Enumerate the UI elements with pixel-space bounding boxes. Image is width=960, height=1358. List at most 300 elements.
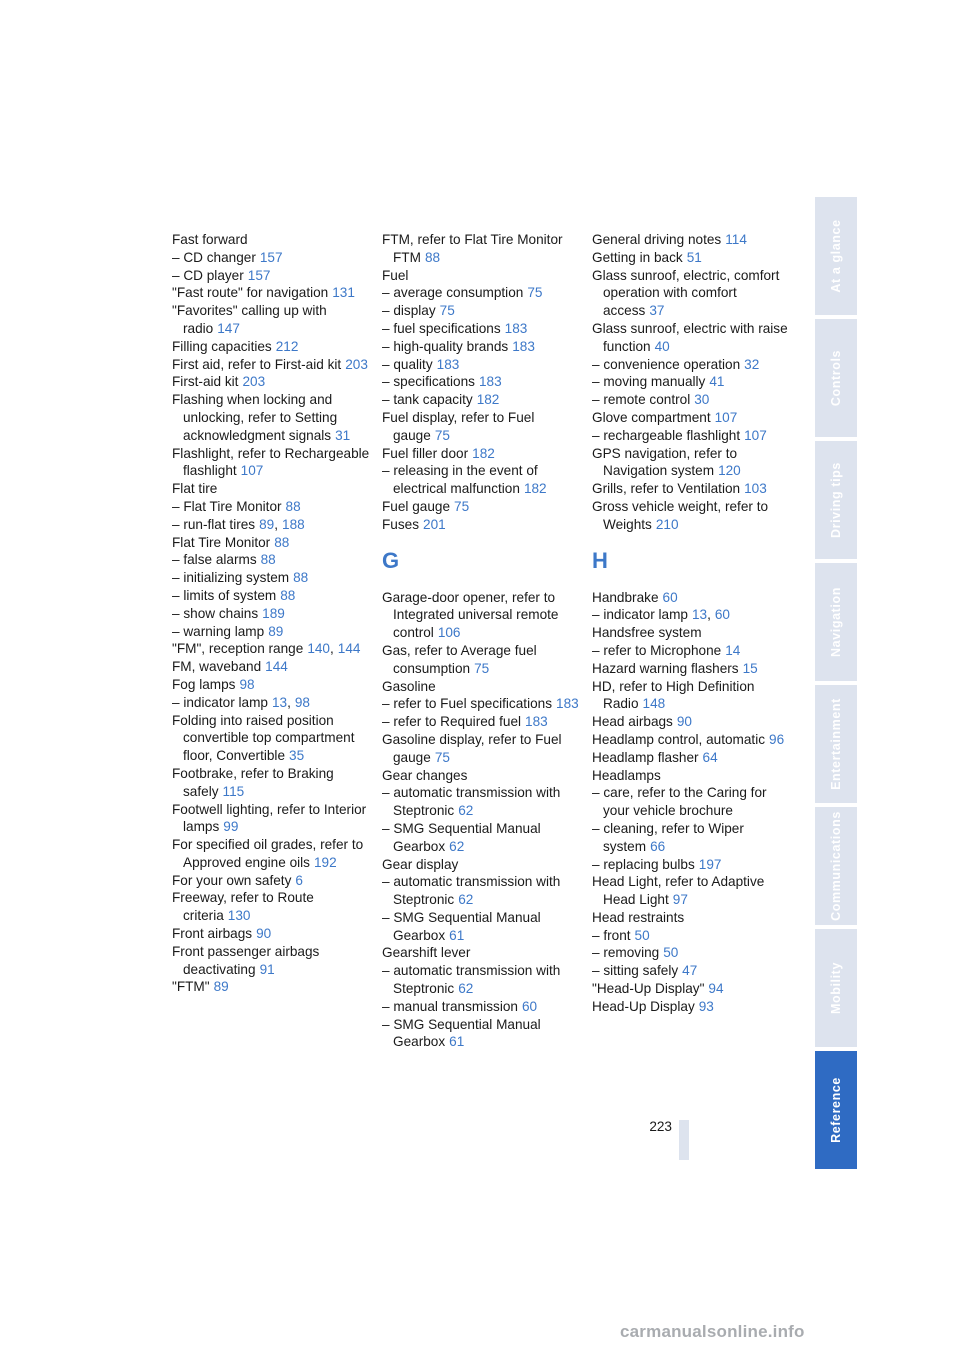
index-entry-text: Fuel filler door: [382, 445, 469, 461]
page-reference-link[interactable]: 35: [289, 748, 305, 764]
page-reference-link[interactable]: 88: [280, 587, 296, 603]
page-reference-link[interactable]: 107: [714, 409, 738, 425]
index-entry: [382, 302, 582, 320]
page-reference-link[interactable]: 61: [449, 927, 465, 943]
index-entry: [382, 356, 582, 374]
index-entry: [382, 373, 582, 391]
index-entry-text: "FTM": [172, 979, 210, 995]
side-tab-reference[interactable]: [815, 1051, 857, 1169]
index-entry-text: "FM", reception range: [172, 641, 304, 657]
index-entry-text: – cleaning, refer to Wiper system: [592, 820, 744, 854]
index-column-2: [382, 231, 582, 1051]
side-tab-label: Communications: [829, 811, 843, 921]
index-entry-text: Flashlight, refer to Rechargeable flashlight: [172, 445, 370, 479]
index-entry: [172, 676, 372, 694]
index-entry-text: FTM, refer to Flat Tire Monitor FTM: [382, 232, 563, 265]
index-letter-heading: H: [592, 547, 608, 573]
page-reference-link[interactable]: 98: [239, 676, 255, 692]
index-entry-text: Fuel: [382, 267, 409, 283]
page-reference-link[interactable]: 62: [449, 838, 465, 854]
index-entry: [172, 765, 372, 801]
index-entry: [592, 320, 792, 356]
index-entry: [172, 338, 372, 356]
index-entry-text: Head-Up Display: [592, 998, 695, 1014]
page-reference-link[interactable]: 130: [227, 908, 251, 924]
index-entry-text: Fog lamps: [172, 676, 236, 692]
index-letter-heading: G: [382, 547, 400, 573]
index-entry: [592, 660, 792, 678]
index-entry-text: Hazard warning flashers: [592, 660, 739, 676]
index-entry-text: – releasing in the event of electrical malfunction: [382, 463, 538, 497]
index-entry: [172, 694, 372, 712]
page-reference-link[interactable]: 188: [282, 516, 305, 532]
index-entry: [592, 231, 792, 249]
index-entry-text: HD, refer to High Definition Radio: [592, 678, 755, 712]
index-entry: [382, 589, 582, 642]
side-tab-label: Navigation: [829, 587, 843, 657]
index-entry-text: Headlamps: [592, 767, 661, 783]
page-ref-separator: ,: [287, 694, 291, 710]
index-entry-text: Front passenger airbags deactivating: [172, 943, 320, 977]
side-tab-label: Mobility: [829, 961, 843, 1015]
page-number-bar: [679, 1120, 689, 1160]
index-entry-text: First aid, refer to First-aid kit: [172, 356, 342, 372]
page-reference-link[interactable]: 89: [259, 516, 275, 532]
index-entry-text: First-aid kit: [172, 374, 239, 390]
page-reference-link[interactable]: 93: [698, 998, 714, 1014]
index-entry: [382, 409, 582, 445]
page-reference-link[interactable]: 62: [458, 892, 474, 908]
page-reference-link[interactable]: 13: [271, 694, 288, 710]
index-entry: [592, 767, 792, 785]
page-reference-link[interactable]: 40: [654, 338, 670, 354]
page-reference-link[interactable]: 37: [649, 303, 665, 319]
index-entry: [592, 856, 792, 874]
page-reference-link[interactable]: 115: [222, 783, 245, 799]
index-entry: [172, 623, 372, 641]
side-tab-label: Driving tips: [829, 462, 843, 538]
index-entry: [172, 391, 372, 444]
page-number: 223: [649, 1119, 672, 1134]
index-entry: [592, 909, 792, 927]
index-entry: [382, 267, 582, 285]
index-entry-text: Gasoline: [382, 678, 436, 694]
page-reference-link[interactable]: 89: [213, 979, 229, 995]
index-entry-text: Fast forward: [172, 232, 248, 247]
index-entry-text: – initializing system: [172, 570, 290, 586]
index-entry: [382, 767, 582, 785]
index-entry-text: – Flat Tire Monitor: [172, 498, 282, 514]
index-entry: [172, 373, 372, 391]
index-entry: [592, 427, 792, 445]
index-entry: [172, 267, 372, 285]
page-reference-link[interactable]: 131: [332, 285, 355, 301]
index-entry: [382, 713, 582, 731]
page-reference-link[interactable]: 107: [744, 427, 767, 443]
page-reference-link[interactable]: 75: [434, 749, 450, 765]
side-tab-mobility[interactable]: [815, 929, 857, 1047]
page-reference-link[interactable]: 60: [522, 998, 538, 1014]
index-entry-text: – limits of system: [172, 587, 277, 603]
page-reference-link[interactable]: 144: [265, 659, 288, 675]
index-entry-text: "Head-Up Display": [592, 981, 705, 997]
index-entry-text: – manual transmission: [382, 998, 518, 1014]
page-reference-link[interactable]: 13: [691, 607, 708, 623]
index-entry: [382, 498, 582, 516]
page-reference-link[interactable]: 94: [708, 981, 724, 997]
index-entry-text: Grills, refer to Ventilation: [592, 481, 741, 497]
side-tab-nav: [815, 197, 857, 1173]
page-reference-link[interactable]: 106: [437, 625, 461, 641]
index-entry-text: – quality: [382, 356, 433, 372]
index-entry-text: Head airbags: [592, 714, 673, 730]
index-entry: [172, 284, 372, 302]
index-entry-text: Handsfree system: [592, 625, 702, 641]
index-entry: [592, 391, 792, 409]
index-entry-text: – fuel specifications: [382, 320, 501, 336]
index-entry-text: "Fast route" for navigation: [172, 285, 329, 301]
page-reference-link[interactable]: 192: [313, 854, 337, 870]
page-reference-link[interactable]: 15: [742, 660, 758, 676]
page-reference-link[interactable]: 203: [345, 356, 368, 372]
page-reference-link[interactable]: 75: [454, 498, 470, 514]
index-entry: [382, 284, 582, 302]
index-entry-text: – replacing bulbs: [592, 856, 695, 872]
page-reference-link[interactable]: 114: [725, 232, 747, 247]
index-entry: [382, 462, 582, 498]
page-reference-link[interactable]: 148: [642, 696, 666, 712]
index-entry-text: Flat tire: [172, 481, 218, 497]
index-entry: [592, 498, 792, 534]
index-entry-text: GPS navigation, refer to Navigation system: [592, 445, 738, 479]
index-entry-text: Gasoline display, refer to Fuel gauge: [382, 731, 562, 765]
index-entry: [382, 731, 582, 767]
page-reference-link[interactable]: 183: [556, 696, 579, 712]
page-reference-link[interactable]: 120: [718, 463, 741, 479]
page-reference-link[interactable]: 103: [744, 481, 767, 497]
index-entry: [172, 551, 372, 569]
index-column-1: [172, 231, 372, 996]
index-entry: [172, 231, 372, 249]
page-reference-link[interactable]: 75: [527, 285, 543, 301]
page-reference-link[interactable]: 98: [294, 694, 310, 710]
page-reference-link[interactable]: 64: [702, 749, 718, 765]
index-entry-text: Glove compartment: [592, 409, 711, 425]
side-tab-communications[interactable]: [815, 807, 857, 925]
page-ref-separator: ,: [330, 641, 334, 657]
index-entry: [592, 962, 792, 980]
index-entry: [172, 445, 372, 481]
index-entry-text: – SMG Sequential Manual Gearbox: [382, 820, 541, 854]
index-entry-text: – convenience operation: [592, 356, 741, 372]
side-tab-controls[interactable]: [815, 319, 857, 437]
index-entry: [172, 587, 372, 605]
index-entry-text: Gear changes: [382, 767, 468, 783]
page-reference-link[interactable]: 88: [274, 534, 290, 550]
page-reference-link[interactable]: 107: [240, 463, 264, 479]
index-entry: [172, 569, 372, 587]
page-reference-link[interactable]: 183: [525, 714, 548, 730]
page-reference-link[interactable]: 147: [217, 320, 240, 336]
index-entry-text: Flat Tire Monitor: [172, 534, 271, 550]
page-reference-link[interactable]: 75: [434, 427, 450, 443]
page-reference-link[interactable]: 32: [744, 356, 760, 372]
index-entry: [592, 409, 792, 427]
index-entry-text: "Favorites" calling up with radio: [172, 303, 327, 336]
index-entry: [382, 516, 582, 534]
index-entry: [172, 889, 372, 925]
page-reference-link[interactable]: 61: [449, 1034, 465, 1050]
index-entry: [382, 784, 582, 820]
page-reference-link[interactable]: 157: [247, 267, 271, 283]
watermark: carmanualsonline.info: [620, 1322, 805, 1341]
page-reference-link[interactable]: 66: [650, 838, 666, 854]
index-entry: [382, 909, 582, 945]
index-entry-text: Fuses: [382, 516, 420, 532]
side-tab-entertainment[interactable]: [815, 685, 857, 803]
page-reference-link[interactable]: 97: [672, 892, 688, 908]
index-entry-text: Gear display: [382, 856, 459, 872]
index-entry-text: – removing: [592, 945, 660, 961]
index-entry-text: – automatic transmission with Steptronic: [382, 874, 561, 908]
index-entry-text: Head Light, refer to Adaptive Head Light: [592, 874, 765, 908]
page-reference-link[interactable]: 183: [436, 356, 460, 372]
index-entry-text: – rechargeable flashlight: [592, 427, 741, 443]
page-reference-link[interactable]: 75: [474, 660, 490, 676]
index-entry-text: For specified oil grades, refer to Approved engine oils: [172, 837, 364, 870]
index-entry-text: Footwell lighting, refer to Interior lamps: [172, 801, 367, 835]
index-entry: [382, 320, 582, 338]
index-entry-text: – sitting safely: [592, 963, 679, 979]
index-entry-text: – SMG Sequential Manual Gearbox: [382, 1016, 541, 1050]
page-reference-link[interactable]: 88: [260, 552, 276, 568]
side-tab-driving-tips[interactable]: [815, 441, 857, 559]
index-entry: [382, 962, 582, 998]
index-entry: [172, 498, 372, 516]
index-entry: [172, 872, 372, 890]
page-reference-link[interactable]: 50: [634, 927, 650, 943]
index-entry: [592, 589, 792, 607]
index-entry: [592, 998, 792, 1016]
index-entry: [172, 516, 372, 534]
side-tab-navigation[interactable]: [815, 563, 857, 681]
page-reference-link[interactable]: 189: [262, 605, 285, 621]
index-entry: [172, 801, 372, 837]
page-reference-link[interactable]: 88: [293, 570, 309, 586]
index-entry: [592, 480, 792, 498]
index-entry: [592, 713, 792, 731]
index-entry: [172, 480, 372, 498]
index-entry: [172, 712, 372, 765]
index-entry: [592, 980, 792, 998]
index-entry: [382, 642, 582, 678]
page-reference-link[interactable]: 51: [686, 249, 702, 265]
page-reference-link[interactable]: 50: [663, 945, 679, 961]
page-reference-link[interactable]: 60: [662, 589, 678, 605]
index-entry: [592, 373, 792, 391]
index-entry-text: – refer to Fuel specifications: [382, 696, 553, 712]
page-reference-link[interactable]: 144: [337, 641, 361, 657]
index-entry: [592, 784, 792, 820]
index-entry: [172, 356, 372, 374]
index-entry-text: Handbrake: [592, 589, 659, 605]
index-entry-text: – specifications: [382, 374, 475, 390]
page-reference-link[interactable]: 14: [725, 642, 741, 658]
index-entry-text: Glass sunroof, electric with raise function: [592, 320, 788, 354]
page-reference-link[interactable]: 203: [242, 374, 266, 390]
index-entry: [172, 943, 372, 979]
index-entry-text: General driving notes: [592, 232, 722, 247]
index-entry-text: Gross vehicle weight, refer to Weights: [592, 498, 769, 532]
index-entry: [382, 1016, 582, 1052]
page-ref-separator: ,: [707, 607, 711, 623]
index-entry-text: – CD changer: [172, 249, 256, 265]
page-reference-link[interactable]: 88: [424, 249, 441, 265]
page-reference-link[interactable]: 60: [714, 607, 730, 623]
page-reference-link[interactable]: 182: [476, 392, 500, 408]
index-entry-text: Folding into raised position convertible top compartment floor, Convertible: [172, 712, 355, 764]
page-ref-separator: ,: [274, 516, 279, 532]
index-entry: [592, 873, 792, 909]
index-entry-text: – refer to Microphone: [592, 642, 722, 658]
index-entry: [592, 249, 792, 267]
index-entry: [382, 231, 582, 267]
page-reference-link[interactable]: 197: [698, 856, 722, 872]
page-reference-link[interactable]: 30: [694, 392, 710, 408]
index-entry-text: Gearshift lever: [382, 945, 471, 961]
index-entry: [382, 391, 582, 409]
page-reference-link[interactable]: 210: [655, 516, 679, 532]
index-entry-text: Gas, refer to Average fuel consumption: [382, 642, 537, 676]
index-entry-text: For your own safety: [172, 872, 292, 888]
page-reference-link[interactable]: 91: [259, 961, 275, 977]
index-entry: [592, 267, 792, 320]
index-entry-text: Flashing when locking and unlocking, refer to Setting acknowledgment signals: [172, 392, 338, 443]
index-entry: [172, 249, 372, 267]
index-entry: [172, 925, 372, 943]
index-entry-text: FM, waveband: [172, 659, 262, 675]
index-entry: [382, 445, 582, 463]
index-entry-text: – refer to Required fuel: [382, 714, 522, 730]
index-entry-text: Front airbags: [172, 926, 253, 942]
index-entry-text: – moving manually: [592, 374, 706, 390]
page-reference-link[interactable]: 183: [504, 320, 528, 336]
index-entry-text: – front: [592, 927, 631, 943]
index-entry-text: – run-flat tires: [172, 516, 256, 532]
index-entry-text: Getting in back: [592, 249, 683, 265]
index-entry-text: – remote control: [592, 392, 691, 408]
page-reference-link[interactable]: 31: [335, 427, 351, 443]
index-entry: [592, 642, 792, 660]
index-entry-text: – tank capacity: [382, 392, 473, 408]
side-tab-label: At a glance: [829, 219, 843, 293]
index-entry: [382, 998, 582, 1016]
index-entry-text: – high-quality brands: [382, 338, 509, 354]
page-reference-link[interactable]: 182: [523, 481, 547, 497]
index-entry: [592, 820, 792, 856]
side-tab-label: Entertainment: [829, 698, 843, 790]
index-entry: [382, 820, 582, 856]
index-entry-text: Fuel gauge: [382, 498, 451, 514]
index-entry: [382, 695, 582, 713]
page-reference-link[interactable]: 96: [769, 731, 785, 747]
page-reference-link[interactable]: 62: [458, 803, 474, 819]
page-reference-link[interactable]: 47: [682, 963, 698, 979]
index-entry: [172, 978, 372, 996]
page-reference-link[interactable]: 99: [223, 819, 239, 835]
index-entry-text: – automatic transmission with Steptronic: [382, 963, 561, 997]
index-entry: [172, 534, 372, 552]
page-reference-link[interactable]: 90: [676, 714, 692, 730]
index-entry-text: – SMG Sequential Manual Gearbox: [382, 909, 541, 943]
index-entry-text: – CD player: [172, 267, 244, 283]
index-entry: [592, 445, 792, 481]
index-entry-text: Head restraints: [592, 909, 685, 925]
page-reference-link[interactable]: 182: [472, 445, 495, 461]
index-entry: [172, 658, 372, 676]
index-entry-text: Glass sunroof, electric, comfort operation with comfort access: [592, 267, 780, 319]
page-reference-link[interactable]: 88: [285, 498, 301, 514]
page-reference-link[interactable]: 62: [458, 981, 474, 997]
index-entry: [592, 731, 792, 749]
index-entry: [592, 944, 792, 962]
index-entry: [592, 678, 792, 714]
index-entry: [382, 944, 582, 962]
page-reference-link[interactable]: 157: [259, 249, 283, 265]
index-entry-text: Filling capacities: [172, 338, 272, 354]
index-entry: [382, 678, 582, 696]
page-reference-link[interactable]: 201: [423, 516, 446, 532]
index-entry: [592, 749, 792, 767]
index-entry: [382, 873, 582, 909]
index-entry: [592, 606, 792, 624]
page-reference-link[interactable]: 140: [307, 641, 330, 657]
index-entry-text: Freeway, refer to Route criteria: [172, 890, 314, 924]
index-entry-text: – care, refer to the Caring for your vehicle brochure: [592, 785, 767, 819]
page-reference-link[interactable]: 89: [268, 623, 284, 639]
index-column-3: [592, 231, 792, 1016]
page-reference-link[interactable]: 75: [439, 303, 455, 319]
side-tab-label: Controls: [829, 349, 843, 407]
index-entry: [172, 836, 372, 872]
index-entry-text: – false alarms: [172, 552, 257, 568]
page-reference-link[interactable]: 90: [256, 926, 272, 942]
index-entry-text: – automatic transmission with Steptronic: [382, 785, 561, 819]
index-entry-text: Fuel display, refer to Fuel gauge: [382, 409, 535, 443]
index-entry: [172, 640, 372, 658]
page-reference-link[interactable]: 212: [275, 338, 299, 354]
index-entry-text: Headlamp flasher: [592, 749, 699, 765]
index-entry-text: – display: [382, 303, 436, 319]
index-entry: [592, 624, 792, 642]
index-entry: [172, 605, 372, 623]
index-entry: [382, 338, 582, 356]
side-tab-label: Reference: [829, 1077, 843, 1143]
index-entry-text: – average consumption: [382, 285, 524, 301]
index-entry-text: – show chains: [172, 605, 259, 621]
index-entry: [172, 302, 372, 338]
page-reference-link[interactable]: 6: [295, 872, 303, 888]
index-entry-text: Garage-door opener, refer to Integrated universal remote control: [382, 589, 559, 641]
index-entry-text: Footbrake, refer to Braking safely: [172, 765, 334, 799]
page-reference-link[interactable]: 183: [512, 338, 535, 354]
page-reference-link[interactable]: 41: [709, 374, 725, 390]
page-reference-link[interactable]: 183: [478, 374, 502, 390]
side-tab-at-a-glance[interactable]: [815, 197, 857, 315]
index-entry-text: – warning lamp: [172, 623, 265, 639]
index-entry-text: Headlamp control, automatic: [592, 731, 766, 747]
index-entry: [592, 356, 792, 374]
